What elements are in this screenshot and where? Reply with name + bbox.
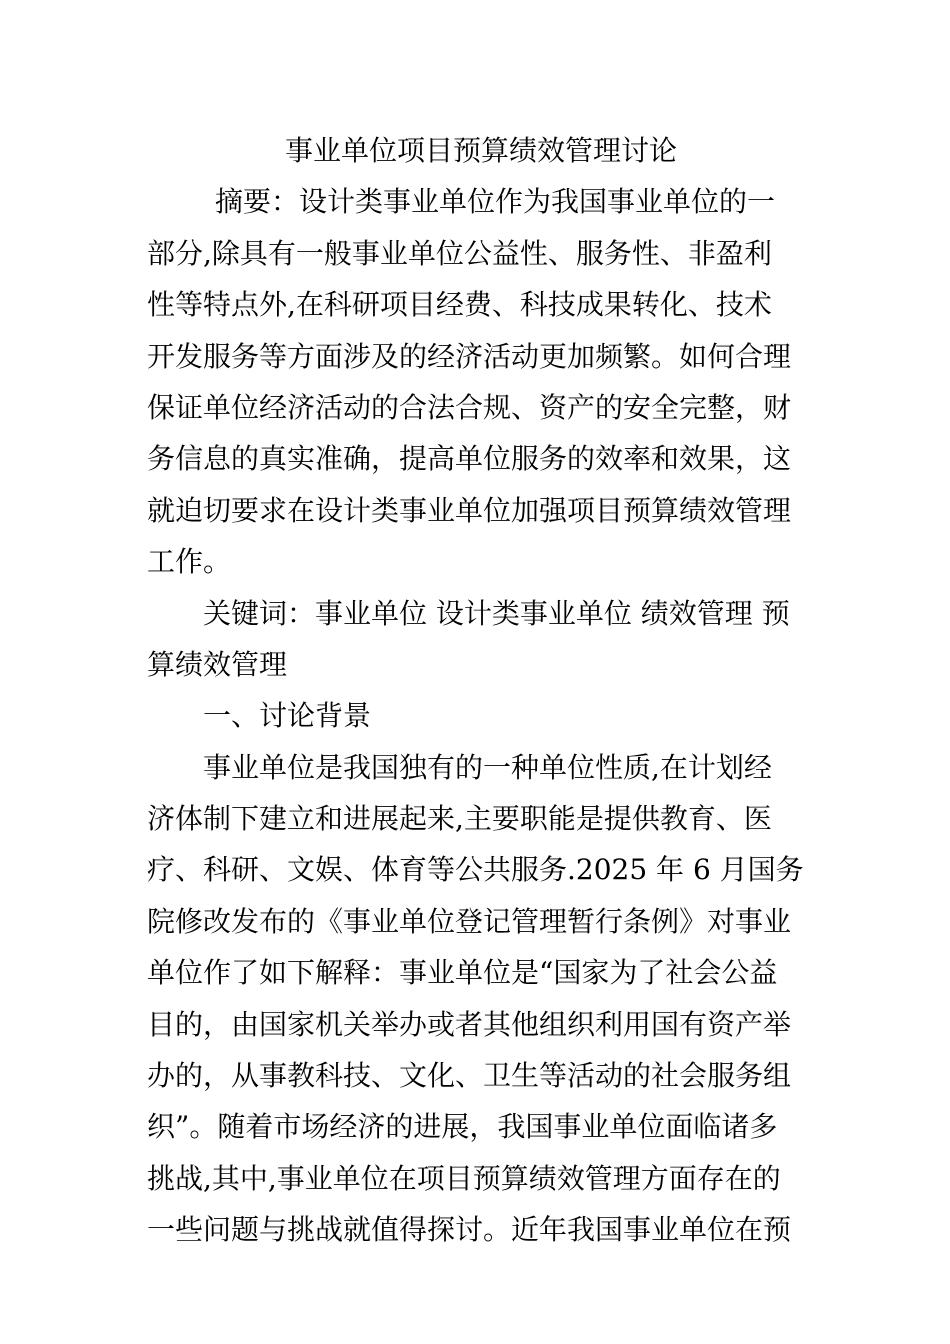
keywords-line: 关键词：事业单位 设计类事业单位 绩效管理 预 bbox=[203, 596, 790, 630]
body-line: 疗、科研、文娱、体育等公共服务.2025 年 6 月国务 bbox=[147, 853, 804, 887]
body-line: 目的，由国家机关举办或者其他组织利用国有资产举 bbox=[147, 1007, 792, 1041]
abstract-line: 务信息的真实准确，提高单位服务的效率和效果，这 bbox=[147, 442, 792, 476]
abstract-line: 性等特点外,在科研项目经费、科技成果转化、技术 bbox=[147, 288, 772, 322]
document-page bbox=[147, 125, 807, 1256]
section-heading: 一、讨论背景 bbox=[203, 699, 372, 733]
page-title: 事业单位项目预算绩效管理讨论 bbox=[284, 134, 677, 167]
body-line: 织”。随着市场经济的进展，我国事业单位面临诸多 bbox=[147, 1110, 778, 1144]
abstract-line: 保证单位经济活动的合法合规、资产的安全完整，财 bbox=[147, 390, 792, 424]
body-line: 院修改发布的《事业单位登记管理暂行条例》对事业 bbox=[147, 904, 792, 938]
abstract-line: 开发服务等方面涉及的经济活动更加频繁。如何合理 bbox=[147, 339, 792, 373]
body-line: 单位作了如下解释：事业单位是“国家为了社会公益 bbox=[147, 956, 778, 990]
abstract-line: 摘要：设计类事业单位作为我国事业单位的一 bbox=[215, 185, 776, 219]
body-line: 挑战,其中,事业单位在项目预算绩效管理方面存在的 bbox=[147, 1161, 781, 1195]
abstract-line: 工作。 bbox=[147, 545, 232, 579]
body-line: 一些问题与挑战就值得探讨。近年我国事业单位在预 bbox=[147, 1213, 792, 1247]
body-line: 事业单位是我国独有的一种单位性质,在计划经 bbox=[203, 750, 772, 784]
body-line: 办的，从事教科技、文化、卫生等活动的社会服务组 bbox=[147, 1059, 792, 1093]
abstract-line: 就迫切要求在设计类事业单位加强项目预算绩效管理 bbox=[147, 493, 792, 527]
body-line: 济体制下建立和进展起来,主要职能是提供教育、医 bbox=[147, 802, 772, 836]
keywords-line: 算绩效管理 bbox=[147, 647, 288, 681]
abstract-line: 部分,除具有一般事业单位公益性、服务性、非盈利 bbox=[147, 236, 772, 270]
